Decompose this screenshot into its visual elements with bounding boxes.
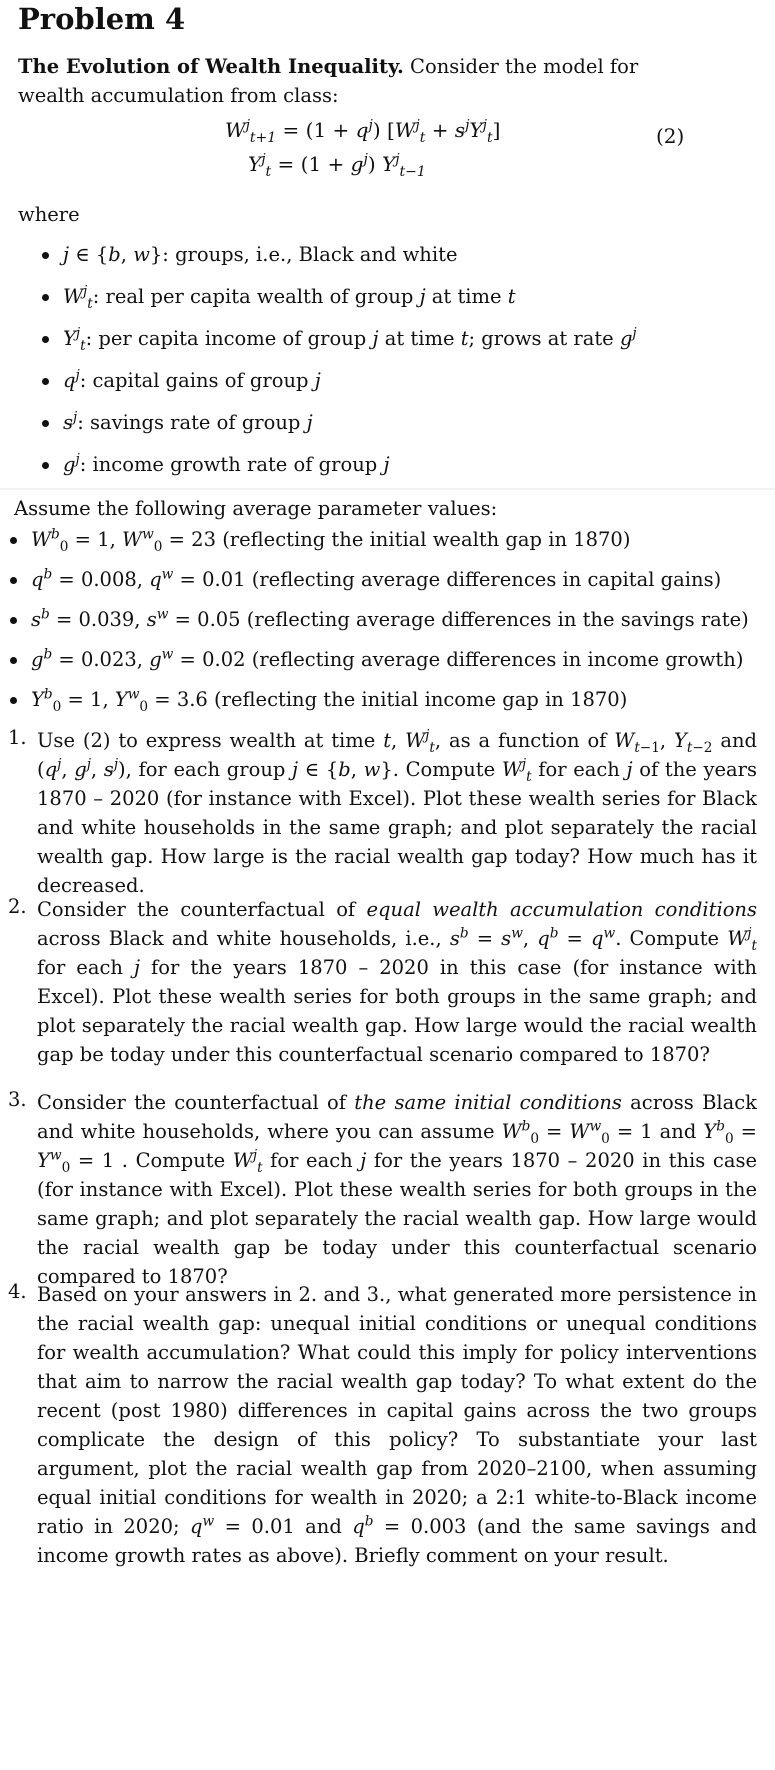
param-capital-gains-note: (reflecting average differences in capital gains): [251, 568, 722, 591]
where-label: where: [18, 203, 80, 226]
bullet-icon: [42, 294, 49, 301]
problem-title: Problem 4: [18, 2, 186, 36]
equation-wealth: $W^j_{t+1} = (1 + q^j) [W^j_t + s^jY^j_t]$: [225, 117, 501, 146]
assume-intro: Assume the following average parameter values:: [14, 497, 498, 520]
question-4-text: Based on your answers in 2. and 3., what generated more persistence in the racial wealth gap: unequal initial conditions or unequal conditions for wealth accumulation? What could this imply for policy interventions that aim to narrow the racial wealth gap today? To what extent do the recent (post 1980) differences in capital gains across the two groups complicate the design of this policy? To substantiate your last argument, plot the racial wealth gap from 2020–2100, when assuming equal initial conditions for wealth in 2020; a 2:1 white-to-Black income ratio in 2020; $q^w = 0.01$ and $q^b = 0.003$ (and the same savings and income growth rates as above). Briefly comment on your result.: [37, 1283, 757, 1567]
question-3-text: Consider the counterfactual of the same initial conditions across Black and white households, where you can assume $W^b_0 = W^w_0 = 1$ and $Y^b_0 = Y^w_0 = 1$ . Compute $W^j_t$ for each j for the years 1870 – 2020 in this case (for instance with Excel). Plot these wealth series for both groups in the same graph; and plot separately the racial wealth gap. How large would the racial wealth gap be today under this counterfactual scenario compared to 1870?: [37, 1091, 757, 1288]
bullet-icon: [42, 378, 49, 385]
param-growth-note: (reflecting average differences in income growth): [251, 648, 744, 671]
section-divider: [0, 488, 775, 490]
param-capital-gains: $q^b = 0.008$, $q^w = 0.01$ (reflecting average differences in capital gains): [10, 568, 721, 591]
question-1-text: Use (2) to express wealth at time t, $W^j_t$, as a function of $W_{t-1}$, $Y_{t-2}$ and ($q^j$, $g^j$, $s^j$), for each group j ∈ {b, w}. Compute $W^j_t$ for each j of the years 1870 – 2020 (for instance with Excel). Plot these wealth series for Black and white households in the same graph; and plot separately the racial wealth gap. How large is the racial wealth gap today? How much has it decreased.: [37, 727, 757, 897]
definition-growth: $g^j$: income growth rate of group j: [42, 453, 390, 476]
bullet-icon: [42, 462, 49, 469]
param-savings-note: (reflecting average differences in the savings rate): [246, 608, 749, 631]
param-wealth: $W^b_0 = 1$, $W^w_0 = 23$ (reflecting the initial wealth gap in 1870): [10, 528, 630, 551]
intro-text: Consider the model for wealth accumulation from class:: [18, 55, 639, 107]
bullet-icon: [10, 657, 17, 664]
question-1-number: 1.: [8, 726, 27, 749]
bullet-icon: [10, 697, 17, 704]
bullet-icon: [42, 252, 49, 259]
definition-wealth: $W^j_t$: real per capita wealth of group j at time t: [42, 285, 516, 308]
intro-paragraph: [18, 52, 698, 110]
definition-income: $Y^j_t$: per capita income of group j at time t; grows at rate $g^j$: [42, 327, 637, 350]
definition-capital-gains: $q^j$: capital gains of group j: [42, 369, 321, 392]
param-income: $Y^b_0 = 1$, $Y^w_0 = 3.6$ (reflecting the initial income gap in 1870): [10, 688, 627, 711]
definition-savings: $s^j$: savings rate of group j: [42, 411, 313, 434]
question-3-number: 3.: [8, 1088, 27, 1111]
equation-number: (2): [656, 124, 685, 148]
bullet-icon: [10, 577, 17, 584]
bullet-icon: [42, 336, 49, 343]
bullet-icon: [10, 537, 17, 544]
bullet-icon: [42, 420, 49, 427]
question-4-number: 4.: [8, 1280, 27, 1303]
param-growth: $g^b = 0.023$, $g^w = 0.02$ (reflecting average differences in income growth): [10, 648, 743, 671]
param-income-note: (reflecting the initial income gap in 1870): [214, 688, 628, 711]
question-2-number: 2.: [8, 895, 27, 918]
intro-heading: The Evolution of Wealth Inequality.: [18, 55, 404, 78]
param-savings: $s^b = 0.039$, $s^w = 0.05$ (reflecting average differences in the savings rate): [10, 608, 749, 631]
question-2-text: Consider the counterfactual of equal wealth accumulation conditions across Black and white households, i.e., $s^b = s^w$, $q^b = q^w$. Compute $W^j_t$ for each j for the years 1870 – 2020 in this case (for instance with Excel). Plot these wealth series for both groups in the same graph; and plot separately the racial wealth gap. How large would the racial wealth gap be today under this counterfactual scenario compared to 1870?: [37, 898, 758, 1066]
bullet-icon: [10, 617, 17, 624]
param-wealth-note: (reflecting the initial wealth gap in 1870): [222, 528, 631, 551]
definition-groups: j ∈ {b, w}: groups, i.e., Black and white: [42, 243, 457, 266]
equation-income: $Y^j_t = (1 + g^j)$ $Y^j_{t-1}$: [248, 151, 426, 180]
